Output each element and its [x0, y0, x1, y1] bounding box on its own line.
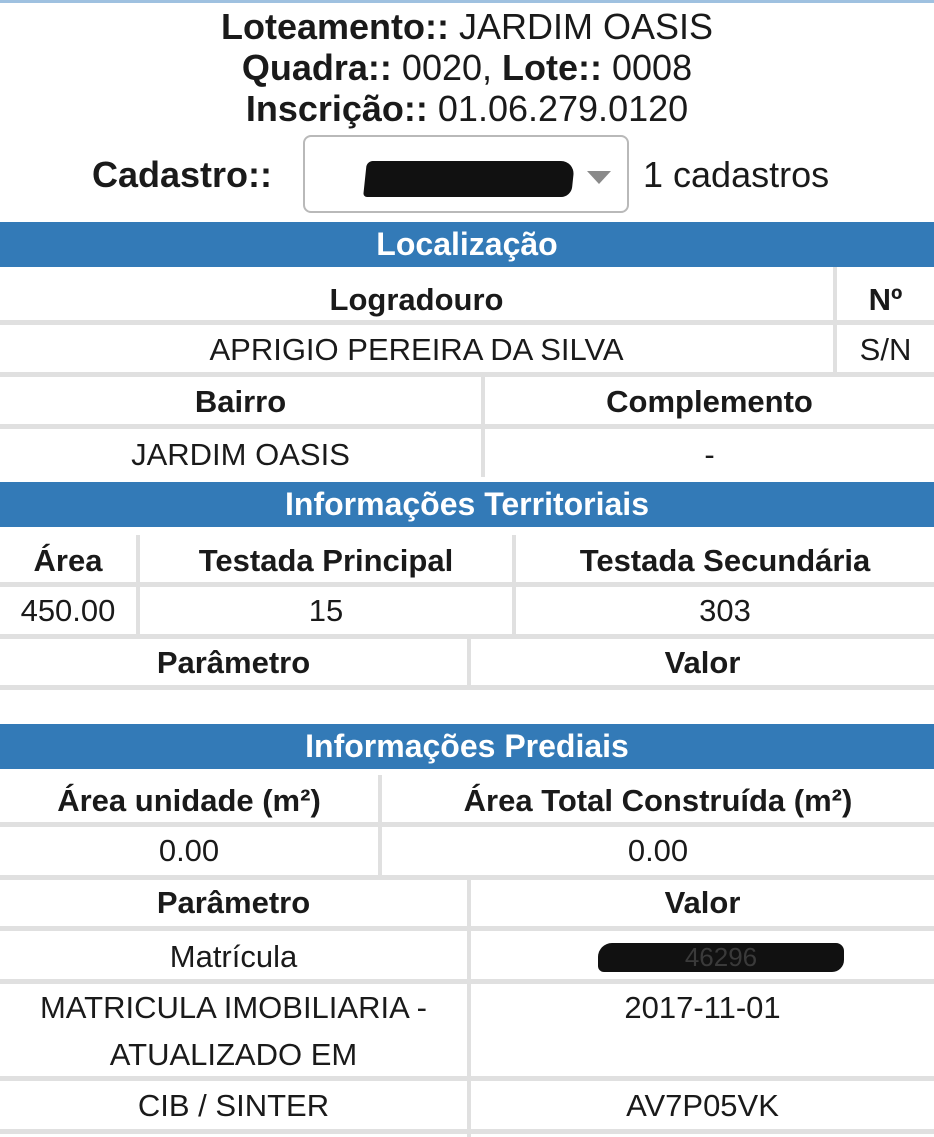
area-unidade-value: 0.00: [158, 833, 220, 868]
predial-valor-header: Valor: [664, 885, 741, 920]
section-header-territoriais: Informações Territoriais: [0, 482, 934, 527]
bairro-header: Bairro: [194, 384, 287, 419]
inscricao-line: [0, 88, 934, 129]
testada-secundaria-value: 303: [699, 593, 751, 628]
cadastro-selected-value-redacted: [363, 161, 575, 197]
cadastro-label: Cadastro::: [92, 154, 273, 195]
numero-header: Nº: [868, 282, 903, 317]
cadastro-count: 1 cadastros: [643, 154, 830, 195]
loteamento-line: [0, 6, 934, 47]
quadra-value: 0020,: [401, 47, 493, 88]
row-divider: [0, 372, 934, 377]
section-header-localizacao: Localização: [0, 222, 934, 267]
row-divider: [0, 685, 934, 690]
matricula-imobiliaria-parametro-line1: MATRICULA IMOBILIARIA -: [39, 990, 427, 1025]
row-divider: [0, 320, 934, 325]
logradouro-value: APRIGIO PEREIRA DA SILVA: [209, 332, 624, 367]
matricula-valor-redacted: 46296: [598, 943, 844, 972]
bairro-value: JARDIM OASIS: [131, 437, 350, 472]
quadra-label: Quadra::: [241, 47, 392, 88]
predial-parametro-header: Parâmetro: [156, 885, 311, 920]
matricula-imobiliaria-parametro-line2: ATUALIZADO EM: [109, 1037, 358, 1072]
loteamento-label: Loteamento::: [220, 6, 449, 47]
row-divider: [0, 926, 934, 931]
row-divider: [0, 979, 934, 984]
row-divider: [0, 1076, 934, 1081]
top-border: [0, 0, 934, 3]
testada-principal-header: Testada Principal: [198, 543, 454, 578]
cadastro-row: [0, 134, 934, 218]
chevron-down-icon: [587, 171, 611, 184]
territorial-parametro-header: Parâmetro: [156, 645, 311, 680]
matricula-parametro: Matrícula: [169, 939, 298, 974]
complemento-value: -: [704, 437, 715, 472]
territorial-valor-header: Valor: [664, 645, 741, 680]
complemento-header: Complemento: [606, 384, 813, 419]
area-total-value: 0.00: [627, 833, 689, 868]
quadra-lote-line: [0, 47, 934, 88]
loteamento-value: JARDIM OASIS: [458, 6, 714, 47]
testada-principal-value: 15: [308, 593, 344, 628]
area-header: Área: [33, 543, 103, 578]
logradouro-header: Logradouro: [329, 282, 504, 317]
section-header-prediais: Informações Prediais: [0, 724, 934, 769]
cib-sinter-parametro: CIB / SINTER: [137, 1088, 330, 1123]
row-divider: [0, 822, 934, 827]
property-header: [0, 6, 934, 129]
cadastro-select[interactable]: [303, 135, 629, 213]
area-unidade-header: Área unidade (m²): [57, 783, 321, 818]
matricula-imobiliaria-valor: 2017-11-01: [624, 990, 781, 1025]
testada-secundaria-header: Testada Secundária: [579, 543, 871, 578]
area-total-header: Área Total Construída (m²): [463, 783, 853, 818]
numero-value: S/N: [859, 332, 912, 367]
lote-value: 0008: [612, 47, 693, 88]
area-value: 450.00: [20, 593, 116, 628]
row-divider: [0, 582, 934, 587]
row-divider: [0, 1129, 934, 1134]
inscricao-label: Inscrição::: [245, 88, 428, 129]
lote-label: Lote::: [502, 47, 602, 88]
row-divider: [0, 424, 934, 429]
cib-sinter-valor: AV7P05VK: [626, 1088, 779, 1123]
inscricao-value: 01.06.279.0120: [437, 88, 689, 129]
